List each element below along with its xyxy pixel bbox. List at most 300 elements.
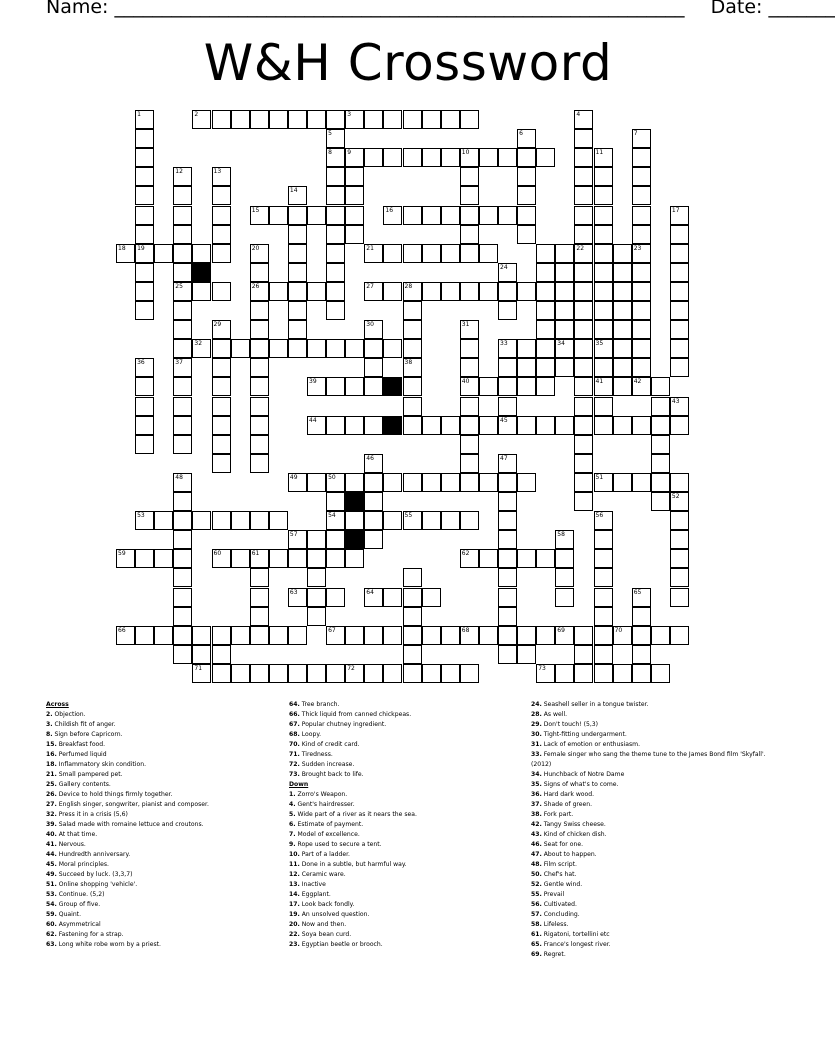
grid-cell[interactable] — [651, 473, 670, 492]
grid-cell[interactable] — [173, 167, 192, 186]
grid-cell[interactable] — [479, 416, 498, 435]
grid-cell[interactable] — [613, 339, 632, 358]
grid-cell[interactable] — [460, 397, 479, 416]
grid-cell[interactable] — [632, 339, 651, 358]
grid-cell[interactable] — [574, 167, 593, 186]
grid-cell[interactable] — [670, 626, 689, 645]
grid-cell[interactable] — [594, 416, 613, 435]
grid-cell[interactable] — [173, 473, 192, 492]
grid-cell[interactable] — [498, 263, 517, 282]
grid-cell[interactable] — [250, 416, 269, 435]
grid-cell[interactable] — [288, 110, 307, 129]
grid-cell[interactable] — [422, 511, 441, 530]
grid-cell[interactable] — [670, 301, 689, 320]
grid-cell[interactable] — [269, 511, 288, 530]
grid-cell[interactable] — [288, 530, 307, 549]
grid-cell[interactable] — [173, 645, 192, 664]
grid-cell[interactable] — [212, 225, 231, 244]
grid-cell[interactable] — [555, 664, 574, 683]
grid-cell[interactable] — [498, 588, 517, 607]
grid-cell[interactable] — [345, 167, 364, 186]
grid-cell[interactable] — [632, 263, 651, 282]
grid-cell[interactable] — [326, 129, 345, 148]
date-line[interactable]: _______ — [768, 0, 835, 18]
grid-cell[interactable] — [422, 664, 441, 683]
grid-cell[interactable] — [250, 588, 269, 607]
grid-cell[interactable] — [250, 511, 269, 530]
grid-cell[interactable] — [250, 664, 269, 683]
grid-cell[interactable] — [555, 549, 574, 568]
grid-cell[interactable] — [173, 588, 192, 607]
grid-cell[interactable] — [288, 549, 307, 568]
grid-cell[interactable] — [594, 473, 613, 492]
grid-cell[interactable] — [345, 416, 364, 435]
grid-cell[interactable] — [326, 664, 345, 683]
grid-cell[interactable] — [613, 664, 632, 683]
grid-cell[interactable] — [326, 225, 345, 244]
grid-cell[interactable] — [670, 320, 689, 339]
grid-cell[interactable] — [479, 206, 498, 225]
grid-cell[interactable] — [345, 664, 364, 683]
grid-cell[interactable] — [651, 626, 670, 645]
grid-cell[interactable] — [173, 530, 192, 549]
grid-cell[interactable] — [632, 129, 651, 148]
grid-cell[interactable] — [498, 645, 517, 664]
grid-cell[interactable] — [326, 148, 345, 167]
grid-cell[interactable] — [269, 664, 288, 683]
grid-cell[interactable] — [383, 511, 402, 530]
grid-cell[interactable] — [460, 244, 479, 263]
grid-cell[interactable] — [364, 377, 383, 396]
grid-cell[interactable] — [517, 225, 536, 244]
grid-cell[interactable] — [326, 549, 345, 568]
grid-cell[interactable] — [364, 588, 383, 607]
grid-cell[interactable] — [498, 339, 517, 358]
grid-cell[interactable] — [403, 416, 422, 435]
grid-cell[interactable] — [345, 473, 364, 492]
grid-cell[interactable] — [192, 282, 211, 301]
grid-cell[interactable] — [517, 626, 536, 645]
grid-cell[interactable] — [212, 511, 231, 530]
grid-cell[interactable] — [135, 416, 154, 435]
grid-cell[interactable] — [632, 148, 651, 167]
grid-cell[interactable] — [403, 358, 422, 377]
grid-cell[interactable] — [670, 282, 689, 301]
grid-cell[interactable] — [632, 473, 651, 492]
grid-cell[interactable] — [250, 244, 269, 263]
grid-cell[interactable] — [517, 167, 536, 186]
grid-cell[interactable] — [173, 206, 192, 225]
grid-cell[interactable] — [613, 473, 632, 492]
grid-cell[interactable] — [574, 110, 593, 129]
grid-cell[interactable] — [383, 339, 402, 358]
grid-cell[interactable] — [441, 148, 460, 167]
grid-cell[interactable] — [594, 626, 613, 645]
grid-cell[interactable] — [670, 225, 689, 244]
grid-cell[interactable] — [212, 626, 231, 645]
grid-cell[interactable] — [670, 358, 689, 377]
grid-cell[interactable] — [403, 301, 422, 320]
grid-cell[interactable] — [441, 110, 460, 129]
grid-cell[interactable] — [574, 358, 593, 377]
grid-cell[interactable] — [517, 416, 536, 435]
grid-cell[interactable] — [574, 282, 593, 301]
grid-cell[interactable] — [250, 626, 269, 645]
grid-cell[interactable] — [364, 416, 383, 435]
grid-cell[interactable] — [307, 549, 326, 568]
grid-cell[interactable] — [288, 588, 307, 607]
grid-cell[interactable] — [269, 110, 288, 129]
grid-cell[interactable] — [403, 282, 422, 301]
grid-cell[interactable] — [364, 110, 383, 129]
grid-cell[interactable] — [173, 549, 192, 568]
grid-cell[interactable] — [231, 626, 250, 645]
grid-cell[interactable] — [498, 358, 517, 377]
grid-cell[interactable] — [383, 588, 402, 607]
grid-cell[interactable] — [250, 454, 269, 473]
grid-cell[interactable] — [670, 339, 689, 358]
grid-cell[interactable] — [517, 339, 536, 358]
grid-cell[interactable] — [135, 377, 154, 396]
grid-cell[interactable] — [403, 148, 422, 167]
grid-cell[interactable] — [632, 186, 651, 205]
grid-cell[interactable] — [231, 664, 250, 683]
grid-cell[interactable] — [479, 148, 498, 167]
grid-cell[interactable] — [269, 549, 288, 568]
grid-cell[interactable] — [651, 397, 670, 416]
grid-cell[interactable] — [345, 511, 364, 530]
grid-cell[interactable] — [460, 416, 479, 435]
grid-cell[interactable] — [288, 186, 307, 205]
grid-cell[interactable] — [422, 206, 441, 225]
grid-cell[interactable] — [613, 320, 632, 339]
grid-cell[interactable] — [173, 626, 192, 645]
grid-cell[interactable] — [192, 110, 211, 129]
grid-cell[interactable] — [594, 549, 613, 568]
grid-cell[interactable] — [403, 568, 422, 587]
grid-cell[interactable] — [555, 358, 574, 377]
grid-cell[interactable] — [250, 263, 269, 282]
grid-cell[interactable] — [345, 206, 364, 225]
grid-cell[interactable] — [345, 148, 364, 167]
grid-cell[interactable] — [383, 244, 402, 263]
grid-cell[interactable] — [307, 473, 326, 492]
grid-cell[interactable] — [212, 244, 231, 263]
grid-cell[interactable] — [307, 588, 326, 607]
grid-cell[interactable] — [594, 167, 613, 186]
grid-cell[interactable] — [479, 377, 498, 396]
grid-cell[interactable] — [670, 416, 689, 435]
grid-cell[interactable] — [555, 244, 574, 263]
grid-cell[interactable] — [212, 454, 231, 473]
grid-cell[interactable] — [498, 607, 517, 626]
grid-cell[interactable] — [135, 129, 154, 148]
grid-cell[interactable] — [555, 339, 574, 358]
grid-cell[interactable] — [632, 282, 651, 301]
grid-cell[interactable] — [670, 549, 689, 568]
grid-cell[interactable] — [651, 454, 670, 473]
grid-cell[interactable] — [574, 397, 593, 416]
grid-cell[interactable] — [135, 263, 154, 282]
grid-cell[interactable] — [460, 339, 479, 358]
grid-cell[interactable] — [498, 206, 517, 225]
grid-cell[interactable] — [173, 492, 192, 511]
grid-cell[interactable] — [403, 626, 422, 645]
grid-cell[interactable] — [441, 473, 460, 492]
grid-cell[interactable] — [288, 282, 307, 301]
grid-cell[interactable] — [555, 282, 574, 301]
grid-cell[interactable] — [364, 320, 383, 339]
grid-cell[interactable] — [154, 511, 173, 530]
grid-cell[interactable] — [212, 645, 231, 664]
grid-cell[interactable] — [403, 244, 422, 263]
grid-cell[interactable] — [212, 320, 231, 339]
grid-cell[interactable] — [173, 244, 192, 263]
grid-cell[interactable] — [651, 492, 670, 511]
grid-cell[interactable] — [670, 263, 689, 282]
grid-cell[interactable] — [498, 397, 517, 416]
grid-cell[interactable] — [594, 358, 613, 377]
grid-cell[interactable] — [212, 167, 231, 186]
grid-cell[interactable] — [173, 568, 192, 587]
grid-cell[interactable] — [574, 263, 593, 282]
grid-cell[interactable] — [135, 167, 154, 186]
grid-cell[interactable] — [326, 473, 345, 492]
grid-cell[interactable] — [364, 473, 383, 492]
grid-cell[interactable] — [632, 377, 651, 396]
grid-cell[interactable] — [231, 549, 250, 568]
grid-cell[interactable] — [135, 282, 154, 301]
grid-cell[interactable] — [517, 377, 536, 396]
grid-cell[interactable] — [173, 301, 192, 320]
grid-cell[interactable] — [479, 473, 498, 492]
grid-cell[interactable] — [613, 358, 632, 377]
grid-cell[interactable] — [613, 416, 632, 435]
grid-cell[interactable] — [135, 148, 154, 167]
grid-cell[interactable] — [613, 282, 632, 301]
grid-cell[interactable] — [403, 473, 422, 492]
grid-cell[interactable] — [192, 645, 211, 664]
grid-cell[interactable] — [594, 186, 613, 205]
grid-cell[interactable] — [460, 626, 479, 645]
grid-cell[interactable] — [460, 225, 479, 244]
grid-cell[interactable] — [479, 282, 498, 301]
grid-cell[interactable] — [613, 301, 632, 320]
grid-cell[interactable] — [403, 664, 422, 683]
grid-cell[interactable] — [212, 110, 231, 129]
grid-cell[interactable] — [441, 511, 460, 530]
grid-cell[interactable] — [594, 206, 613, 225]
grid-cell[interactable] — [326, 167, 345, 186]
grid-cell[interactable] — [345, 626, 364, 645]
grid-cell[interactable] — [173, 416, 192, 435]
grid-cell[interactable] — [574, 244, 593, 263]
grid-cell[interactable] — [574, 339, 593, 358]
grid-cell[interactable] — [364, 244, 383, 263]
grid-cell[interactable] — [173, 397, 192, 416]
grid-cell[interactable] — [460, 664, 479, 683]
grid-cell[interactable] — [574, 377, 593, 396]
grid-cell[interactable] — [613, 263, 632, 282]
grid-cell[interactable] — [288, 263, 307, 282]
grid-cell[interactable] — [574, 129, 593, 148]
grid-cell[interactable] — [307, 206, 326, 225]
grid-cell[interactable] — [135, 435, 154, 454]
grid-cell[interactable] — [345, 549, 364, 568]
grid-cell[interactable] — [594, 530, 613, 549]
grid-cell[interactable] — [364, 282, 383, 301]
grid-cell[interactable] — [555, 301, 574, 320]
grid-cell[interactable] — [594, 397, 613, 416]
grid-cell[interactable] — [517, 549, 536, 568]
grid-cell[interactable] — [212, 377, 231, 396]
grid-cell[interactable] — [269, 339, 288, 358]
grid-cell[interactable] — [403, 645, 422, 664]
grid-cell[interactable] — [326, 186, 345, 205]
grid-cell[interactable] — [231, 339, 250, 358]
grid-cell[interactable] — [670, 511, 689, 530]
grid-cell[interactable] — [173, 435, 192, 454]
grid-cell[interactable] — [212, 339, 231, 358]
grid-cell[interactable] — [250, 435, 269, 454]
grid-cell[interactable] — [135, 511, 154, 530]
grid-cell[interactable] — [364, 339, 383, 358]
grid-cell[interactable] — [326, 416, 345, 435]
grid-cell[interactable] — [212, 664, 231, 683]
grid-cell[interactable] — [594, 301, 613, 320]
grid-cell[interactable] — [250, 301, 269, 320]
grid-cell[interactable] — [250, 110, 269, 129]
grid-cell[interactable] — [555, 320, 574, 339]
grid-cell[interactable] — [135, 225, 154, 244]
grid-cell[interactable] — [536, 301, 555, 320]
grid-cell[interactable] — [517, 645, 536, 664]
grid-cell[interactable] — [212, 435, 231, 454]
grid-cell[interactable] — [498, 626, 517, 645]
grid-cell[interactable] — [383, 148, 402, 167]
grid-cell[interactable] — [345, 110, 364, 129]
grid-cell[interactable] — [326, 511, 345, 530]
grid-cell[interactable] — [307, 530, 326, 549]
grid-cell[interactable] — [116, 549, 135, 568]
grid-cell[interactable] — [364, 358, 383, 377]
grid-cell[interactable] — [307, 282, 326, 301]
grid-cell[interactable] — [460, 358, 479, 377]
grid-cell[interactable] — [154, 244, 173, 263]
grid-cell[interactable] — [403, 320, 422, 339]
grid-cell[interactable] — [116, 626, 135, 645]
grid-cell[interactable] — [364, 148, 383, 167]
grid-cell[interactable] — [594, 568, 613, 587]
grid-cell[interactable] — [498, 148, 517, 167]
grid-cell[interactable] — [460, 282, 479, 301]
grid-cell[interactable] — [307, 416, 326, 435]
grid-cell[interactable] — [422, 148, 441, 167]
grid-cell[interactable] — [250, 568, 269, 587]
grid-cell[interactable] — [403, 206, 422, 225]
grid-cell[interactable] — [173, 320, 192, 339]
grid-cell[interactable] — [594, 320, 613, 339]
grid-cell[interactable] — [498, 568, 517, 587]
grid-cell[interactable] — [441, 244, 460, 263]
grid-cell[interactable] — [250, 282, 269, 301]
grid-cell[interactable] — [422, 282, 441, 301]
grid-cell[interactable] — [517, 129, 536, 148]
grid-cell[interactable] — [250, 358, 269, 377]
grid-cell[interactable] — [517, 148, 536, 167]
grid-cell[interactable] — [192, 511, 211, 530]
grid-cell[interactable] — [326, 301, 345, 320]
grid-cell[interactable] — [383, 282, 402, 301]
grid-cell[interactable] — [460, 320, 479, 339]
grid-cell[interactable] — [574, 664, 593, 683]
grid-cell[interactable] — [135, 110, 154, 129]
grid-cell[interactable] — [212, 282, 231, 301]
grid-cell[interactable] — [632, 607, 651, 626]
grid-cell[interactable] — [670, 568, 689, 587]
grid-cell[interactable] — [307, 377, 326, 396]
grid-cell[interactable] — [192, 664, 211, 683]
grid-cell[interactable] — [536, 626, 555, 645]
grid-cell[interactable] — [517, 282, 536, 301]
grid-cell[interactable] — [517, 358, 536, 377]
grid-cell[interactable] — [555, 416, 574, 435]
grid-cell[interactable] — [250, 549, 269, 568]
grid-cell[interactable] — [364, 530, 383, 549]
grid-cell[interactable] — [632, 588, 651, 607]
grid-cell[interactable] — [135, 626, 154, 645]
grid-cell[interactable] — [594, 607, 613, 626]
grid-cell[interactable] — [594, 645, 613, 664]
grid-cell[interactable] — [116, 244, 135, 263]
grid-cell[interactable] — [326, 244, 345, 263]
grid-cell[interactable] — [250, 377, 269, 396]
grid-cell[interactable] — [632, 225, 651, 244]
grid-cell[interactable] — [536, 320, 555, 339]
grid-cell[interactable] — [460, 377, 479, 396]
grid-cell[interactable] — [135, 397, 154, 416]
grid-cell[interactable] — [154, 549, 173, 568]
grid-cell[interactable] — [670, 206, 689, 225]
grid-cell[interactable] — [498, 511, 517, 530]
grid-cell[interactable] — [288, 225, 307, 244]
grid-cell[interactable] — [288, 664, 307, 683]
grid-cell[interactable] — [192, 339, 211, 358]
grid-cell[interactable] — [173, 607, 192, 626]
grid-cell[interactable] — [154, 626, 173, 645]
grid-cell[interactable] — [173, 511, 192, 530]
grid-cell[interactable] — [632, 664, 651, 683]
grid-cell[interactable] — [594, 263, 613, 282]
grid-cell[interactable] — [536, 148, 555, 167]
grid-cell[interactable] — [403, 110, 422, 129]
grid-cell[interactable] — [212, 549, 231, 568]
name-line[interactable]: ____________________________________________________________ — [114, 0, 685, 18]
grid-cell[interactable] — [460, 511, 479, 530]
grid-cell[interactable] — [536, 282, 555, 301]
grid-cell[interactable] — [326, 530, 345, 549]
grid-cell[interactable] — [288, 320, 307, 339]
grid-cell[interactable] — [441, 416, 460, 435]
grid-cell[interactable] — [135, 206, 154, 225]
grid-cell[interactable] — [536, 416, 555, 435]
grid-cell[interactable] — [651, 416, 670, 435]
grid-cell[interactable] — [632, 358, 651, 377]
grid-cell[interactable] — [517, 473, 536, 492]
grid-cell[interactable] — [326, 377, 345, 396]
grid-cell[interactable] — [135, 301, 154, 320]
grid-cell[interactable] — [594, 148, 613, 167]
